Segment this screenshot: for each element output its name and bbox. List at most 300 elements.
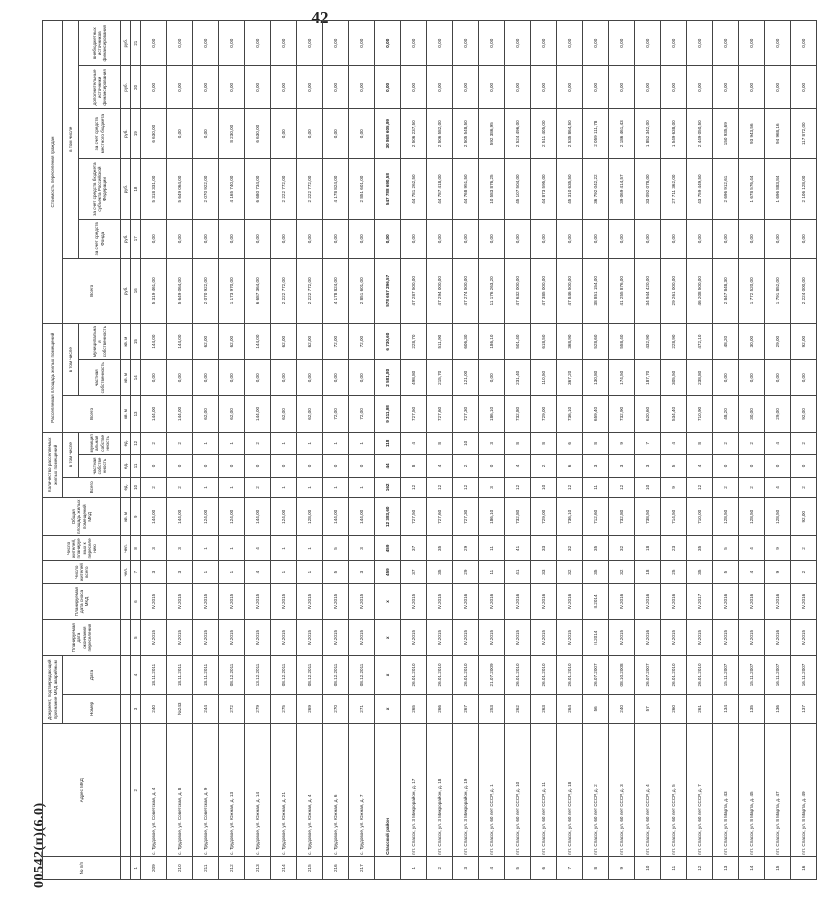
table-row [635, 21, 661, 880]
area-total-cell: 128,50 [765, 498, 791, 536]
rooms-total-cell: 1 [349, 477, 375, 497]
cost-extra2-cell: 0,00 [323, 21, 349, 66]
relocated-area-cell: 62,00 [193, 396, 219, 432]
cost-region-cell: 1 696 883,84 [765, 159, 791, 220]
cost-region-cell: 5 649 064,00 [167, 159, 193, 220]
table-row [219, 21, 245, 880]
table-row [765, 21, 791, 880]
area-municipal-cell: 501,40 [505, 324, 531, 360]
hdr-rooms-group: Количество расселяемых жилых помещений [43, 432, 63, 498]
planned-end-cell: IV.2015 [245, 620, 271, 656]
doc-number-cell: 136 [765, 694, 791, 723]
row-number: 1 [401, 857, 427, 880]
cost-local-cell: 0,00 [193, 109, 219, 159]
row-number: 12 [687, 857, 713, 880]
rooms-municipal-cell: 1 [297, 432, 323, 455]
district-total-row [375, 21, 401, 880]
rooms-private-cell: 4 [427, 455, 453, 478]
residents-cell: 4 [245, 561, 271, 584]
index-row [131, 21, 141, 880]
rooms-municipal-cell: 4 [401, 432, 427, 455]
rooms-private-cell: 2 [531, 455, 557, 478]
doc-number-cell: 135 [739, 694, 765, 723]
cost-local-cell: 2 505 548,50 [453, 109, 479, 159]
cost-region-cell: 2 070 922,00 [193, 159, 219, 220]
row-number: 3 [453, 857, 479, 880]
doc-date-cell: 13.12.2011 [245, 656, 271, 694]
planned-demolition-cell: IV.2016 [557, 583, 583, 619]
cost-fund-cell: 0,00 [609, 220, 635, 258]
residents-planned-cell: 459 [375, 536, 401, 561]
doc-number-cell: 271 [349, 694, 375, 723]
cost-local-cell: 0,00 [297, 109, 323, 159]
rooms-total-cell: 1 [193, 477, 219, 497]
address-cell: пгт. Спасск, ул. 60 лет СССР, д. 11 [531, 724, 557, 857]
cost-extra2-cell: 0,00 [453, 21, 479, 66]
page-number: 42 [311, 8, 329, 27]
area-private-cell: 231,40 [505, 360, 531, 396]
area-private-cell: 121,00 [453, 360, 479, 396]
cost-extra2-cell: 0,00 [531, 21, 557, 66]
cost-fund-cell: 0,00 [791, 220, 817, 258]
rooms-municipal-cell: 2 [245, 432, 271, 455]
cost-extra-cell: 0,00 [245, 66, 271, 109]
address-cell: пгт. Спасск, ул. 60 лет СССР, д. 4 [635, 724, 661, 857]
rooms-private-cell: 4 [505, 455, 531, 478]
residents-planned-cell: 33 [531, 536, 557, 561]
rooms-private-cell: 0 [323, 455, 349, 478]
planned-demolition-cell: IV.2016 [505, 583, 531, 619]
table-row [739, 21, 765, 880]
rooms-total-cell: 1 [271, 477, 297, 497]
planned-demolition-cell: II.2014 [583, 583, 609, 619]
cost-extra-cell: 0,00 [635, 66, 661, 109]
relocated-area-cell: 62,00 [219, 396, 245, 432]
address-cell: пгт. Спасск, ул. 60 лет СССР, д. 2 [583, 724, 609, 857]
planned-end-cell: IV.2015 [401, 620, 427, 656]
rooms-private-cell: 0 [219, 455, 245, 478]
cost-total-cell: 5 319 461,00 [141, 258, 167, 324]
cost-region-cell: 44 781 262,50 [401, 159, 427, 220]
area-municipal-cell: 472,10 [687, 324, 713, 360]
rooms-total-cell: 2 [713, 477, 739, 497]
planned-demolition-cell: IV.2015 [245, 583, 271, 619]
cost-extra2-cell: 0,00 [687, 21, 713, 66]
cost-region-cell: 547 788 690,58 [375, 159, 401, 220]
rooms-total-cell: 12 [453, 477, 479, 497]
cost-local-cell: 2 186 461,43 [609, 109, 635, 159]
cost-extra-cell: 0,00 [323, 66, 349, 109]
area-total-cell: 710,00 [687, 498, 713, 536]
cost-extra2-cell: 0,00 [765, 21, 791, 66]
rooms-total-cell: 2 [167, 477, 193, 497]
row-number: 15 [765, 857, 791, 880]
table-row [271, 21, 297, 880]
doc-date-cell: 26.07.2007 [583, 656, 609, 694]
planned-end-cell: IV.2015 [141, 620, 167, 656]
hdr-residents: Число жителей всего [43, 561, 121, 584]
rooms-total-cell: 2 [141, 477, 167, 497]
planned-end-cell: IV.2015 [193, 620, 219, 656]
cost-extra2-cell: 0,00 [479, 21, 505, 66]
table-row [245, 21, 271, 880]
planned-demolition-cell: IV.2016 [765, 583, 791, 619]
column-index-cell: 12 [131, 432, 141, 455]
table-row [453, 21, 479, 880]
relocated-area-cell: 72,00 [323, 396, 349, 432]
row-number: 7 [557, 857, 583, 880]
table-row [479, 21, 505, 880]
cost-extra-cell: 0,00 [609, 66, 635, 109]
column-index-cell: 20 [131, 66, 141, 109]
rooms-municipal-cell: 2 [141, 432, 167, 455]
rooms-total-cell: 2 [245, 477, 271, 497]
residents-cell: 1 [219, 561, 245, 584]
cost-local-cell: 0,00 [271, 109, 297, 159]
planned-end-cell: IV.2015 [505, 620, 531, 656]
row-number: 4 [479, 857, 505, 880]
residents-cell: 37 [401, 561, 427, 584]
area-municipal-cell: 528,60 [583, 324, 609, 360]
rooms-municipal-cell: 2 [739, 432, 765, 455]
table-row [297, 21, 323, 880]
row-number: 212 [219, 857, 245, 880]
hdr-rooms-incl: в том числе [63, 432, 79, 477]
cost-total-cell: 2 847 848,30 [713, 258, 739, 324]
rooms-private-cell: 0 [349, 455, 375, 478]
relocated-area-cell: 29,00 [765, 396, 791, 432]
area-municipal-cell: 558,40 [609, 324, 635, 360]
area-municipal-cell: 62,00 [193, 324, 219, 360]
hdr-address: Адрес МКД [43, 724, 121, 857]
area-municipal-cell: 30,00 [739, 324, 765, 360]
rooms-total-cell: 12 [687, 477, 713, 497]
planned-demolition-cell: IV.2015 [427, 583, 453, 619]
rotated-table-container [42, 20, 817, 880]
doc-number-cell: 272 [219, 694, 245, 723]
area-private-cell: 367,20 [557, 360, 583, 396]
planned-demolition-cell: x [375, 583, 401, 619]
unit-cell [121, 656, 131, 694]
cost-extra-cell: 0,00 [193, 66, 219, 109]
rooms-total-cell: 1 [219, 477, 245, 497]
cost-fund-cell: 0,00 [323, 220, 349, 258]
cost-total-cell: 38 851 154,00 [583, 258, 609, 324]
doc-number-cell: 269 [297, 694, 323, 723]
hdr-area-all: Всего [63, 396, 121, 432]
planned-demolition-cell: IV.2016 [635, 583, 661, 619]
document-code: 00542(п)(6.0) [32, 802, 47, 888]
cost-local-cell: 2 506 237,50 [401, 109, 427, 159]
hdr-area-private: частная собственность [79, 360, 121, 396]
cost-region-cell: 33 092 078,00 [635, 159, 661, 220]
planned-end-cell: IV.2015 [323, 620, 349, 656]
rooms-private-cell: 0 [791, 455, 817, 478]
doc-number-cell: 265 [401, 694, 427, 723]
planned-end-cell: IV.2015 [609, 620, 635, 656]
cost-region-cell: 4 165 740,00 [219, 159, 245, 220]
relocated-area-cell: 727,60 [427, 396, 453, 432]
cost-region-cell: 44 873 595,00 [531, 159, 557, 220]
cost-total-cell: 2 222 772,00 [271, 258, 297, 324]
residents-planned-cell: 18 [635, 536, 661, 561]
row-number: 216 [323, 857, 349, 880]
planned-demolition-cell: IV.2016 [479, 583, 505, 619]
cost-fund-cell: 0,00 [635, 220, 661, 258]
cost-total-cell: 2 222 772,00 [297, 258, 323, 324]
cost-region-cell: 2 851 601,00 [349, 159, 375, 220]
hdr-cost-fund: за счет средств Фонда [79, 220, 121, 258]
address-cell: с. Трудовое, ул. Южная, д. 21 [271, 724, 297, 857]
rooms-municipal-cell: 1 [193, 432, 219, 455]
relocation-table [42, 20, 817, 880]
cost-region-cell: 44 768 951,50 [453, 159, 479, 220]
hdr-area-total: Общая площадь жилых помещений МКД [43, 498, 121, 536]
area-total-cell: 124,00 [271, 498, 297, 536]
rooms-municipal-cell: 118 [375, 432, 401, 455]
row-number: 10 [635, 857, 661, 880]
planned-demolition-cell: IV.2016 [609, 583, 635, 619]
cost-extra-cell: 0,00 [739, 66, 765, 109]
rooms-private-cell: 3 [609, 455, 635, 478]
area-total-cell: 729,00 [531, 498, 557, 536]
area-municipal-cell: 6 730,60 [375, 324, 401, 360]
residents-cell: 32 [609, 561, 635, 584]
table-row [427, 21, 453, 880]
unit-cell: чел. [121, 536, 131, 561]
planned-end-cell: x [375, 620, 401, 656]
cost-extra2-cell: 0,00 [297, 21, 323, 66]
area-total-cell: 12 383,60 [375, 498, 401, 536]
cost-local-cell: 8 230,00 [219, 109, 245, 159]
hdr-cost-group: Стоимость переселения граждан [43, 21, 63, 324]
area-total-cell: 727,30 [453, 498, 479, 536]
area-private-cell: 305,50 [661, 360, 687, 396]
column-index-cell: 4 [131, 656, 141, 694]
area-municipal-cell: 618,50 [531, 324, 557, 360]
area-total-cell: 144,00 [349, 498, 375, 536]
cost-fund-cell: 0,00 [245, 220, 271, 258]
residents-planned-cell: 23 [661, 536, 687, 561]
residents-cell: 41 [505, 561, 531, 584]
residents-cell: 3 [349, 561, 375, 584]
residents-cell: 35 [687, 561, 713, 584]
table-body [141, 21, 817, 880]
cost-extra-cell: 0,00 [453, 66, 479, 109]
area-total-cell: 144,00 [167, 498, 193, 536]
unit-cell: руб. [121, 21, 131, 66]
rooms-total-cell: 12 [557, 477, 583, 497]
planned-end-cell: IV.2015 [531, 620, 557, 656]
area-private-cell: 110,50 [531, 360, 557, 396]
rooms-private-cell: 8 [401, 455, 427, 478]
unit-cell: чел. [121, 561, 131, 584]
hdr-cost-extra: дополнительные источники финансирования [79, 66, 121, 109]
address-cell: пгт. Спасск, ул. 60 лет СССР, д. 5 [661, 724, 687, 857]
planned-demolition-cell: IV.2015 [349, 583, 375, 619]
area-private-cell: 0,00 [271, 360, 297, 396]
cost-total-cell: 2 851 601,00 [349, 258, 375, 324]
relocated-area-cell: 732,90 [609, 396, 635, 432]
cost-extra-cell: 0,00 [531, 66, 557, 109]
address-cell: с. Трудовое, ул. Южная, д. 14 [245, 724, 271, 857]
address-cell: с. Трудовое, ул. Советская, д. 8 [167, 724, 193, 857]
row-number: 13 [713, 857, 739, 880]
cost-total-cell: 47 274 500,00 [453, 258, 479, 324]
cost-extra2-cell: 0,00 [505, 21, 531, 66]
planned-demolition-cell: IV.2015 [193, 583, 219, 619]
row-number [375, 857, 401, 880]
hdr-rooms-private: частная собственность [79, 455, 121, 478]
area-municipal-cell: 92,00 [791, 324, 817, 360]
cost-local-cell: 6 630,00 [245, 109, 271, 159]
rooms-municipal-cell: 1 [271, 432, 297, 455]
table-row [609, 21, 635, 880]
residents-cell: 2 [791, 561, 817, 584]
area-total-cell: 738,50 [635, 498, 661, 536]
rooms-private-cell: 0 [297, 455, 323, 478]
rooms-private-cell: 3 [583, 455, 609, 478]
cost-extra2-cell: 0,00 [609, 21, 635, 66]
area-total-cell: 732,80 [505, 498, 531, 536]
relocated-area-cell: 732,80 [505, 396, 531, 432]
row-number: 209 [141, 857, 167, 880]
table-row [167, 21, 193, 880]
area-private-cell: 174,50 [609, 360, 635, 396]
residents-cell: 3 [167, 561, 193, 584]
column-index-cell: 13 [131, 396, 141, 432]
residents-planned-cell: 35 [427, 536, 453, 561]
rooms-private-cell: 0 [765, 455, 791, 478]
residents-planned-cell: 37 [401, 536, 427, 561]
cost-local-cell: 1 852 342,00 [635, 109, 661, 159]
cost-total-cell: 2 070 922,00 [193, 258, 219, 324]
column-index-cell: 15 [131, 324, 141, 360]
residents-cell: 459 [375, 561, 401, 584]
cost-extra-cell: 0,00 [141, 66, 167, 109]
doc-number-cell: 137 [791, 694, 817, 723]
hdr-area-incl: в том числе [63, 324, 79, 396]
unit-cell [121, 583, 131, 619]
doc-date-cell: 08.12.2011 [297, 656, 323, 694]
unit-cell: ед. [121, 455, 131, 478]
residents-cell: 35 [427, 561, 453, 584]
area-total-cell: 144,00 [141, 498, 167, 536]
area-municipal-cell: 48,20 [713, 324, 739, 360]
relocated-area-cell: 144,00 [167, 396, 193, 432]
rooms-total-cell: 2 [791, 477, 817, 497]
area-private-cell: 498,80 [401, 360, 427, 396]
hdr-num: № п/п [43, 857, 121, 880]
area-municipal-cell: 29,00 [765, 324, 791, 360]
address-cell: пгт. Спасск, ул. 60 лет СССР, д. 10 [505, 724, 531, 857]
address-cell: с. Трудовое, ул. Южная, д. 6 [323, 724, 349, 857]
cost-total-cell: 47 294 000,00 [427, 258, 453, 324]
cost-extra2-cell: 0,00 [375, 21, 401, 66]
planned-demolition-cell: IV.2015 [401, 583, 427, 619]
residents-cell: 35 [583, 561, 609, 584]
planned-demolition-cell: IV.2016 [791, 583, 817, 619]
doc-date-cell: 26.01.2010 [453, 656, 479, 694]
address-cell: с. Трудовое, ул. Южная, д. 13 [219, 724, 245, 857]
doc-number-cell: 134 [713, 694, 739, 723]
rooms-private-cell: 2 [453, 455, 479, 478]
hdr-planned-end: Планируемая дата окончания переселения [43, 620, 121, 656]
column-index-cell: 18 [131, 159, 141, 220]
residents-planned-cell: 5 [713, 536, 739, 561]
rooms-private-cell: 0 [193, 455, 219, 478]
table-row [323, 21, 349, 880]
table-row [193, 21, 219, 880]
address-cell: пгт. Спасск, ул. 8 Марта, д. 47 [765, 724, 791, 857]
doc-number-cell: 261 [687, 694, 713, 723]
area-total-cell: 128,00 [297, 498, 323, 536]
cost-local-cell: 93 943,56 [739, 109, 765, 159]
doc-number-cell: 57 [635, 694, 661, 723]
cost-fund-cell: 0,00 [505, 220, 531, 258]
doc-date-cell: 08.12.2011 [349, 656, 375, 694]
column-index-cell: 3 [131, 694, 141, 723]
column-index-cell: 9 [131, 498, 141, 536]
cost-region-cell: 2 696 912,61 [713, 159, 739, 220]
area-total-cell: 727,60 [427, 498, 453, 536]
column-index-cell: 8 [131, 536, 141, 561]
rooms-private-cell: 3 [635, 455, 661, 478]
area-private-cell: 0,00 [479, 360, 505, 396]
area-private-cell: 238,80 [687, 360, 713, 396]
cost-region-cell: 27 711 362,00 [661, 159, 687, 220]
cost-fund-cell: 0,00 [271, 220, 297, 258]
area-private-cell: 2 581,80 [375, 360, 401, 396]
area-municipal-cell: 511,90 [427, 324, 453, 360]
cost-fund-cell: 0,00 [349, 220, 375, 258]
area-total-cell: 714,50 [661, 498, 687, 536]
row-number: 8 [583, 857, 609, 880]
cost-local-cell: 6 630,00 [141, 109, 167, 159]
planned-demolition-cell: IV.2016 [661, 583, 687, 619]
doc-date-cell: 16.11.2007 [791, 656, 817, 694]
cost-total-cell: 47 385 000,00 [531, 258, 557, 324]
residents-planned-cell: 1 [271, 536, 297, 561]
doc-date-cell: 08.10.2008 [609, 656, 635, 694]
hdr-rooms-municipal: муниципальная собственность [79, 432, 121, 455]
rooms-municipal-cell: 6 [557, 432, 583, 455]
cost-fund-cell: 0,00 [765, 220, 791, 258]
hdr-doc-date: Дата [63, 656, 121, 694]
table-row [713, 21, 739, 880]
planned-demolition-cell: IV.2017 [687, 583, 713, 619]
cost-extra-cell: 0,00 [479, 66, 505, 109]
cost-region-cell: 44 787 418,00 [427, 159, 453, 220]
residents-planned-cell: 35 [583, 536, 609, 561]
residents-planned-cell: 1 [297, 536, 323, 561]
planned-end-cell: IV.2015 [557, 620, 583, 656]
hdr-area-municipal: муниципальная собственность [79, 324, 121, 360]
table-row [791, 21, 817, 880]
rooms-total-cell: 1 [297, 477, 323, 497]
cost-fund-cell: 0,00 [401, 220, 427, 258]
cost-extra2-cell: 0,00 [635, 21, 661, 66]
area-municipal-cell: 62,00 [297, 324, 323, 360]
cost-local-cell: 0,00 [349, 109, 375, 159]
relocated-area-cell: 92,00 [791, 396, 817, 432]
relocated-area-cell: 729,00 [531, 396, 557, 432]
residents-planned-cell: 32 [609, 536, 635, 561]
table-row [687, 21, 713, 880]
planned-end-cell: IV.2015 [427, 620, 453, 656]
planned-end-cell: IV.2015 [739, 620, 765, 656]
residents-planned-cell: 3 [141, 536, 167, 561]
